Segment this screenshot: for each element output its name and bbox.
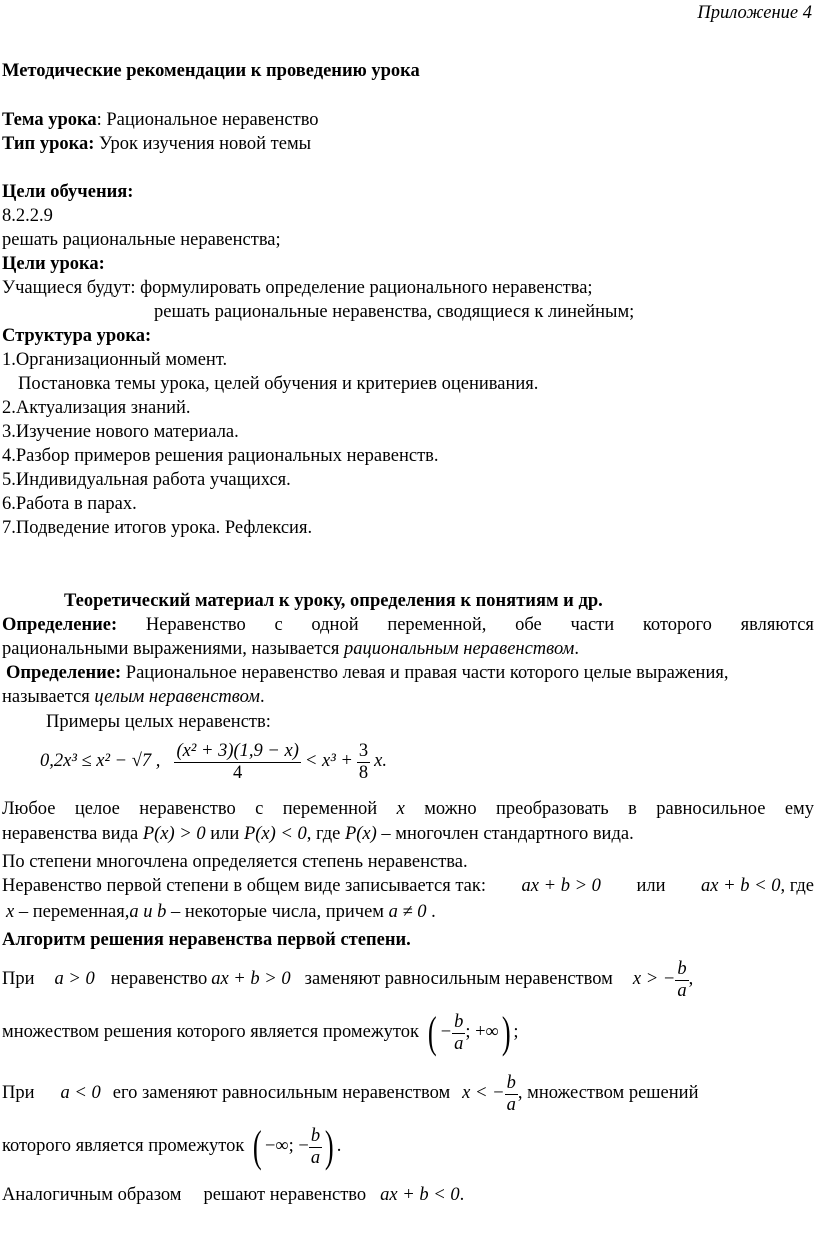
structure-item: Постановка темы урока, целей обучения и критериев оценивания. — [18, 374, 539, 394]
lesson-goal-1: Учащиеся будут: формулировать определение рационального неравенства; — [2, 278, 593, 298]
algorithm-title: Алгоритм решения неравенства первой степени. — [2, 930, 411, 950]
lesson-topic: Тема урока: Рациональное неравенство — [2, 110, 319, 130]
theory-title: Теоретический материал к уроку, определения к понятиям и др. — [64, 591, 603, 611]
paragraph-3-line-2: x – переменная,a и b – некоторые числа, причем a ≠ 0 . — [6, 902, 436, 922]
structure-item: 6.Работа в парах. — [2, 494, 137, 514]
structure-item: 2.Актуализация знаний. — [2, 398, 191, 418]
example-2-fraction: $\frac{\text{(x² + 3)(1,9 − x)}}{4}$ — [176, 741, 299, 783]
structure-item: 1.Организационный момент. — [2, 350, 228, 370]
learning-goal-text: решать рациональные неравенства; — [2, 230, 281, 250]
structure-item: 5.Индивидуальная работа учащихся. — [2, 470, 291, 490]
paragraph-1-line-1: Любое целое неравенство с переменной x можно преобразовать в равносильное ему — [2, 799, 814, 819]
structure-item: 4.Разбор примеров решения рациональных неравенств. — [2, 446, 439, 466]
algorithm-step-5: Аналогичным образом решают неравенство ax + b < 0 . — [2, 1185, 465, 1205]
definition-1-line-2: рациональными выражениями, называется рациональным неравенством. — [2, 639, 579, 659]
paragraph-3-line-1: Неравенство первой степени в общем виде записывается так: ax + b > 0 или ax + b < 0, где — [2, 876, 814, 896]
algorithm-step-3: При a < 0 его заменяют равносильным неравенством x < − $\frac{b}{a}$ , множеством решений — [2, 1073, 699, 1115]
structure-label: Структура урока: — [2, 326, 152, 346]
lesson-goals-label: Цели урока: — [2, 254, 105, 274]
example-1: 0,2x³ ≤ x² − √7 , — [40, 751, 161, 772]
lesson-goal-2: решать рациональные неравенства, сводящиеся к линейным; — [154, 302, 635, 322]
learning-goals-label: Цели обучения: — [2, 182, 134, 202]
examples-label: Примеры целых неравенств: — [46, 712, 271, 732]
structure-item: 7.Подведение итогов урока. Рефлексия. — [2, 518, 313, 538]
examples-formula: 0,2x³ ≤ x² − √7 , $\frac{\text{(x² + 3)(1,9 − x)}}{4}$ < x³ + $\frac{3}{8}$ x. — [40, 741, 387, 783]
algorithm-step-4: которого является промежуток ( −∞; − $\frac{b}{a}$ ) . — [2, 1122, 342, 1171]
algorithm-step-2: множеством решения которого является промежуток ( − $\frac{b}{a}$ ; +∞ ) ; — [2, 1008, 519, 1057]
appendix-label: Приложение 4 — [697, 3, 812, 23]
paragraph-1-line-2: неравенства вида P(x) > 0 или P(x) < 0, где P(x) – многочлен стандартного вида. — [2, 824, 634, 844]
structure-item: 3.Изучение нового материала. — [2, 422, 239, 442]
definition-2-line-2: называется целым неравенством. — [2, 687, 265, 707]
definition-1-line-1: Определение: Неравенство с одной переменной, обе части которого являются — [2, 615, 814, 635]
definition-2-line-1: Определение: Рациональное неравенство левая и правая части которого целые выражения, — [6, 663, 729, 683]
main-title: Методические рекомендации к проведению урока — [2, 61, 420, 81]
paragraph-2: По степени многочлена определяется степень неравенства. — [2, 852, 468, 872]
learning-goal-code: 8.2.2.9 — [2, 206, 53, 226]
lesson-type: Тип урока: Урок изучения новой темы — [2, 134, 312, 154]
algorithm-step-1: При a > 0 неравенство ax + b > 0 заменяют равносильным неравенством x > − $\frac{b}{a}$ , — [2, 959, 694, 1001]
